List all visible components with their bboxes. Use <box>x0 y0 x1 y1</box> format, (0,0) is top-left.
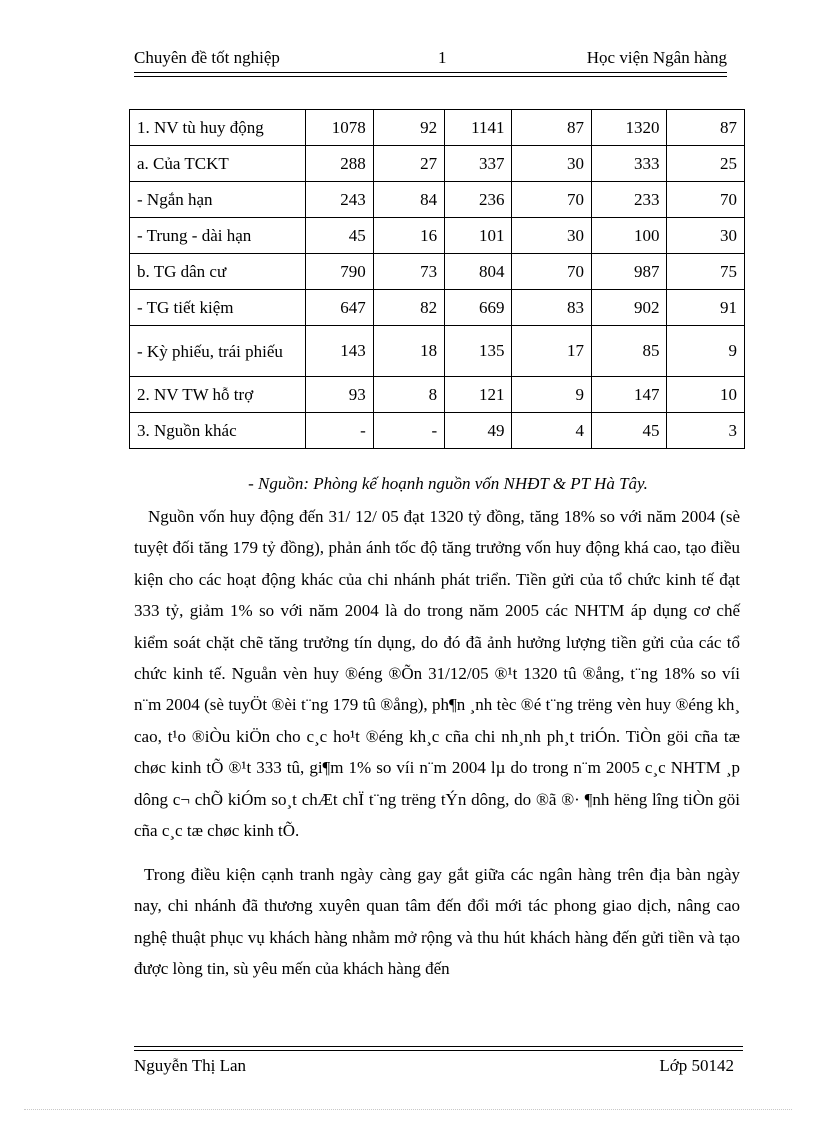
footer-rule <box>134 1046 743 1051</box>
row-label-text: b. TG dân cư <box>137 262 227 281</box>
table-cell: 804 <box>445 254 512 290</box>
table-cell: 93 <box>306 377 373 413</box>
row-label-text: - Kỳ phiếu, trái phiếu <box>137 341 283 361</box>
table-cell: 337 <box>445 146 512 182</box>
row-label <box>130 182 306 218</box>
source-note: - Nguồn: Phòng kế hoạnh nguồn vốn NHĐT & PT Hà Tây. <box>248 474 648 493</box>
row-label <box>130 377 306 413</box>
row-label-text: 3. Nguồn khác <box>137 421 237 440</box>
row-label-text: 1. NV tù huy động <box>137 118 264 137</box>
row-label-text: - Ngắn hạn <box>137 190 213 209</box>
table-cell: 27 <box>373 146 444 182</box>
table-cell: 790 <box>306 254 373 290</box>
row-label-text: - TG tiết kiệm <box>137 298 234 317</box>
capital-table <box>129 109 745 449</box>
table-body <box>130 110 745 449</box>
table-cell: 1320 <box>592 110 667 146</box>
table-row <box>130 326 745 377</box>
table-cell: 70 <box>667 182 745 218</box>
table-row <box>130 146 745 182</box>
table-cell: 669 <box>445 290 512 326</box>
table-cell: 135 <box>445 326 512 377</box>
table-cell: 17 <box>512 326 592 377</box>
table-cell: - <box>373 413 444 449</box>
table-cell: 73 <box>373 254 444 290</box>
table-row <box>130 110 745 146</box>
table-cell: 30 <box>667 218 745 254</box>
table-cell: 45 <box>592 413 667 449</box>
row-label <box>130 290 306 326</box>
table-cell: 9 <box>512 377 592 413</box>
table-cell: 91 <box>667 290 745 326</box>
table-cell: 85 <box>592 326 667 377</box>
page-header <box>134 48 727 72</box>
table-cell: 92 <box>373 110 444 146</box>
footer-class: Lớp 50142 <box>659 1056 734 1075</box>
header-right-title: Học viện Ngân hàng <box>586 48 727 67</box>
table-cell: 8 <box>373 377 444 413</box>
table-cell: 100 <box>592 218 667 254</box>
table-cell: 87 <box>512 110 592 146</box>
page-edge <box>24 1109 792 1110</box>
table-cell: 18 <box>373 326 444 377</box>
table-cell: 987 <box>592 254 667 290</box>
header-left-title: Chuyên đề tốt nghiệp <box>134 48 280 67</box>
row-label <box>130 326 306 377</box>
table-cell: 30 <box>512 218 592 254</box>
row-label <box>130 413 306 449</box>
table-row <box>130 377 745 413</box>
table-cell: 82 <box>373 290 444 326</box>
table-cell: 1141 <box>445 110 512 146</box>
table-cell: 101 <box>445 218 512 254</box>
table-cell: 143 <box>306 326 373 377</box>
table-cell: 45 <box>306 218 373 254</box>
table-row <box>130 254 745 290</box>
table-cell: 84 <box>373 182 444 218</box>
table-cell: - <box>306 413 373 449</box>
table-cell: 70 <box>512 254 592 290</box>
table-cell: 25 <box>667 146 745 182</box>
row-label-text: 2. NV TW hỗ trợ <box>137 385 254 404</box>
table-row <box>130 290 745 326</box>
table-cell: 75 <box>667 254 745 290</box>
body-paragraph-1: Nguồn vốn huy động đến 31/ 12/ 05 đạt 1320 tỷ đồng, tăng 18% so với năm 2004 (sè tuyệt đối tăng 179 tỷ đồng), phản ánh tốc độ tăng trưởng vốn huy động khá cao, tạo điều kiện cho các hoạt động khác của chi nhánh phát triển. Tiền gửi của tổ chức kinh tế đạt 333 tỷ, giảm 1% so với năm 2004 là do trong năm 2005 các NHTM áp dụng cơ chế kiểm soát chặt chẽ tăng trưởng tín dụng, do đó đã ảnh hưởng lượng tiền gửi của các tổ chức kinh tế. Nguån vèn huy ®éng ®Õn 31/12/05 ®¹t 1320 tû ®ång, t¨ng 18% so víi n¨m 2004 (sè tuyÖt ®èi t¨ng 179 tû ®ång), ph¶n ¸nh tèc ®é t¨ng trëng vèn huy ®éng kh¸ cao, t¹o ®iÒu kiÖn cho c¸c ho¹t ®éng kh¸c cña chi nh¸nh ph¸t triÓn. TiÒn göi cña tæ chøc kinh tÕ ®¹t 333 tû, gi¶m 1% so víi n¨m 2004 lµ do trong n¨m 2005 c¸c NHTM ¸p dông c¬ chÕ kiÓm so¸t chÆt chÏ t¨ng trëng tÝn dông, do ®ã ®· ¶nh hëng lîng tiÒn göi cña c¸c tæ chøc kinh tÕ. <box>134 507 740 841</box>
footer-author: Nguyễn Thị Lan <box>134 1056 247 1075</box>
table-row <box>130 218 745 254</box>
page-number: 1 <box>438 48 447 67</box>
row-label <box>130 110 306 146</box>
table-cell: 288 <box>306 146 373 182</box>
table-cell: 49 <box>445 413 512 449</box>
header-rule <box>134 72 727 77</box>
table-cell: 1078 <box>306 110 373 146</box>
table-cell: 87 <box>667 110 745 146</box>
table-cell: 4 <box>512 413 592 449</box>
table-cell: 902 <box>592 290 667 326</box>
row-label <box>130 218 306 254</box>
row-label-text: - Trung - dài hạn <box>137 226 252 245</box>
table-cell: 233 <box>592 182 667 218</box>
table-cell: 236 <box>445 182 512 218</box>
row-label <box>130 146 306 182</box>
table-cell: 147 <box>592 377 667 413</box>
table-cell: 83 <box>512 290 592 326</box>
table-cell: 30 <box>512 146 592 182</box>
table-cell: 16 <box>373 218 444 254</box>
table-cell: 243 <box>306 182 373 218</box>
table-cell: 333 <box>592 146 667 182</box>
body-paragraph-2: Trong điều kiện cạnh tranh ngày càng gay gắt giữa các ngân hàng trên địa bàn ngày nay, chi nhánh đã thương xuyên quan tâm đến đổi mới tác phong giao dịch, nâng cao nghệ thuật phục vụ khách hàng nhằm mở rộng và thu hút khách hàng đến gửi tiền và tạo được lòng tin, sù yêu mến của khách hàng đến <box>134 865 740 979</box>
table-cell: 3 <box>667 413 745 449</box>
table-row <box>130 182 745 218</box>
table-cell: 647 <box>306 290 373 326</box>
table-cell: 10 <box>667 377 745 413</box>
row-label-text: a. Của TCKT <box>137 154 229 173</box>
table-cell: 121 <box>445 377 512 413</box>
row-label <box>130 254 306 290</box>
table-row <box>130 413 745 449</box>
table-cell: 9 <box>667 326 745 377</box>
table-cell: 70 <box>512 182 592 218</box>
